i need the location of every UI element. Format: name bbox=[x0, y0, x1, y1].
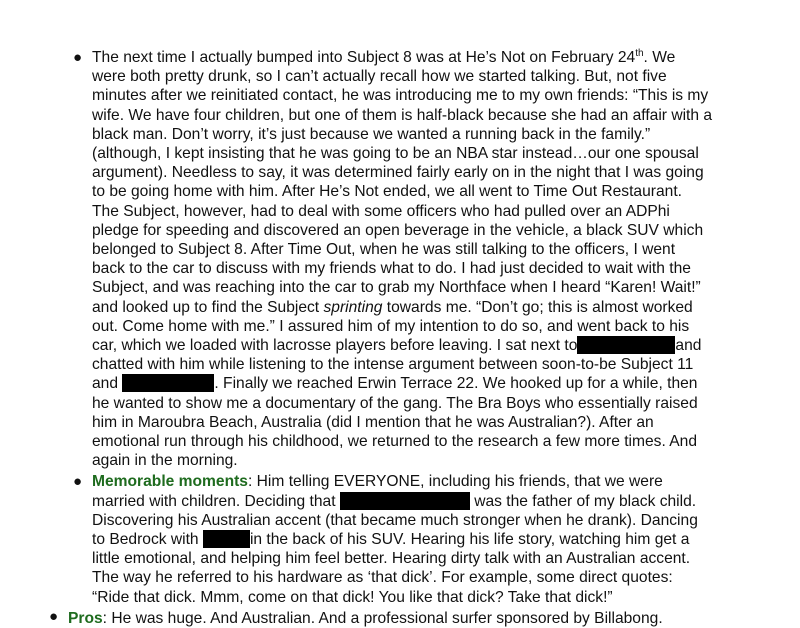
bullet-icon: ● bbox=[73, 473, 83, 491]
text-line: car, which we loaded with lacrosse players before leaving. I sat next to and bbox=[92, 337, 702, 355]
bullet-item-pros-cropped bbox=[49, 607, 748, 627]
bullet-item-memorable-moments bbox=[68, 472, 748, 606]
text-line: Subject, and was reaching into the car to grab my Northface when I heard “Karen! Wait!” bbox=[92, 279, 701, 297]
bullet-icon: ● bbox=[73, 49, 83, 66]
text-line: and . Finally we reached Erwin Terrace 22. We hooked up for a while, then bbox=[92, 375, 698, 393]
text-line: to Bedrock with in the back of his SUV. Hearing his life story, watching him get a bbox=[92, 531, 690, 549]
redaction-box bbox=[203, 530, 250, 548]
cropped-line: ● Pros: He was huge. And Australian. And a professional surfer sponsored by Billabong. bbox=[49, 607, 663, 627]
text-line: him in Maroubra Beach, Australia (did I mention that he was Australian?). After an bbox=[92, 413, 654, 431]
redaction-box bbox=[122, 374, 214, 392]
text-line: (although, I kept insisting that he was going to be an NBA star instead…our one spousal bbox=[92, 145, 699, 163]
text-line: back to the car to discuss with my friends what to do. I had just decided to wait with the bbox=[92, 260, 691, 278]
section-label: Pros bbox=[68, 609, 103, 627]
text-line: The way he referred to his hardware as ‘that dick’. For example, some direct quotes: bbox=[92, 569, 673, 587]
text-line: Memorable moments: Him telling EVERYONE, including his friends, that we were bbox=[92, 473, 663, 491]
section-label: Memorable moments bbox=[92, 473, 248, 491]
text-line: The next time I actually bumped into Subject 8 was at He’s Not on February 24th. We bbox=[92, 48, 676, 66]
text-line: pledge for speeding and discovered an open beverage in the vehicle, a black SUV which bbox=[92, 221, 704, 239]
text-line: Discovering his Australian accent (that became much stronger when he drank). Dancing bbox=[92, 511, 698, 529]
text-line: belonged to Subject 8. After Time Out, when he was still talking to the officers, I went bbox=[92, 241, 676, 259]
redaction-box bbox=[340, 492, 470, 510]
italic-word: sprinting bbox=[323, 298, 383, 316]
text-line: and looked up to find the Subject sprinting towards me. “Don’t go; this is almost worked bbox=[92, 298, 693, 316]
bullet-icon: ● bbox=[49, 607, 59, 625]
text-line: wife. We have four children, but one of them is half-black because she had an affair with a bbox=[92, 106, 713, 124]
text-line: to be going home with him. After He’s Not ended, we all went to Time Out Restaurant. bbox=[92, 183, 682, 201]
document-body bbox=[49, 48, 748, 627]
text-line: little emotional, and helping him feel better. Hearing dirty talk with an Australian accent. bbox=[92, 550, 691, 568]
text-line: out. Come home with me.” I assured him of my intention to do so, and went back to his bbox=[92, 317, 690, 335]
redaction-box bbox=[577, 336, 675, 354]
text-line: were both pretty drunk, so I can’t actually recall how we started talking. But, not five bbox=[92, 68, 667, 86]
text-line: “Ride that dick. Mmm, come on that dick! You like that dick? Take that dick!” bbox=[92, 588, 613, 606]
text-line: The Subject, however, had to deal with some officers who had pulled over an ADPhi bbox=[92, 202, 670, 220]
superscript: th bbox=[635, 48, 644, 59]
text-line: he wanted to show me a documentary of the gang. The Bra Boys who essentially raised bbox=[92, 394, 698, 412]
text-line: married with children. Deciding that was the father of my black child. bbox=[92, 492, 697, 510]
text-line: chatted with him while listening to the intense argument between soon-to-be Subject 11 bbox=[92, 356, 694, 374]
text-line: minutes after we reinitiated contact, he was introducing me to my own friends: “This is my bbox=[92, 87, 709, 105]
text-line: black man. Don’t worry, it’s just because we wanted a running back in the family.” bbox=[92, 125, 651, 143]
text-line: emotional run through his childhood, we returned to the research a few more times. And bbox=[92, 433, 698, 451]
text-line: argument). Needless to say, it was determined fairly early on in the night that I was going bbox=[92, 164, 704, 182]
bullet-item-encounter bbox=[68, 48, 748, 470]
text-line: again in the morning. bbox=[92, 452, 238, 470]
